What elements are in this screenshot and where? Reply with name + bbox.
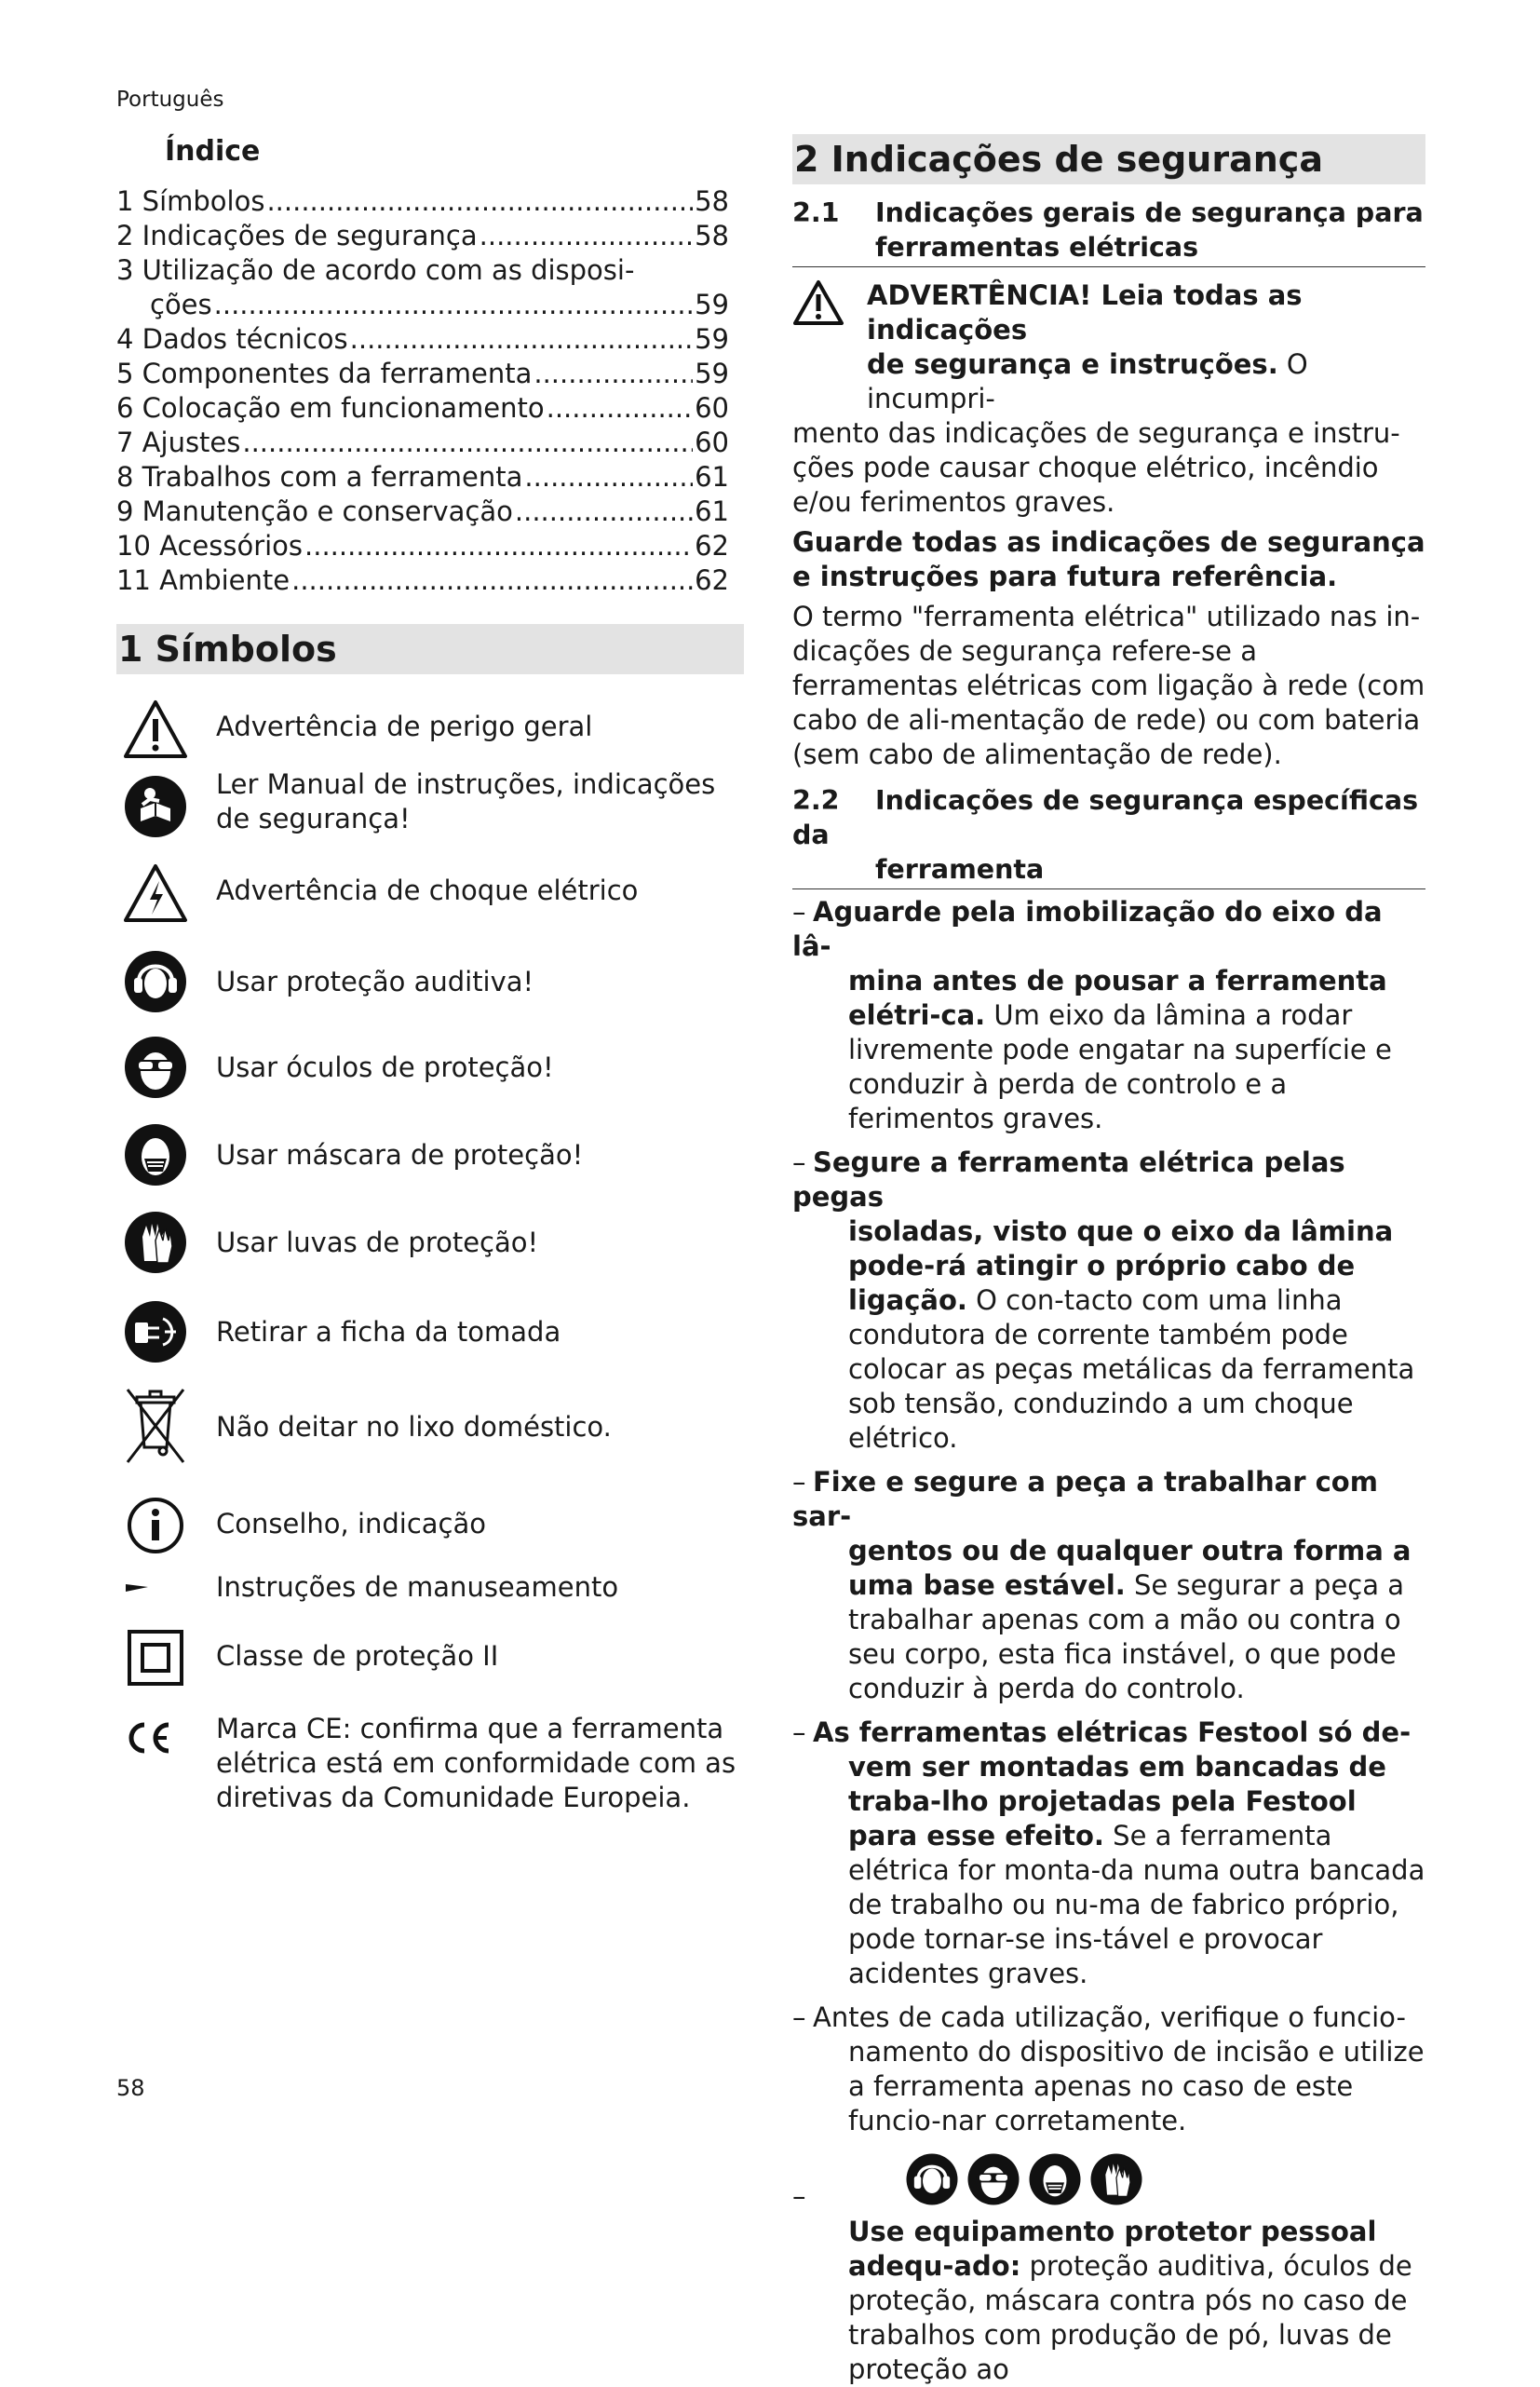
electric-shock-warning-icon (122, 861, 189, 928)
toc-title: Índice (165, 135, 261, 168)
toc-entry[interactable]: 1 Símbolos ..... 58 (116, 184, 729, 219)
toc-entry[interactable]: 6 Colocação em funcionamento ..... 60 (116, 391, 729, 426)
toc-entry[interactable]: 11 Ambiente ..... 62 (116, 563, 729, 598)
protection-class-2-icon (122, 1624, 189, 1691)
list-item: – Aguarde pela imobilização do eixo da lâ- mina antes de pousar a ferramenta elétri-ca. Um eixo da lâmina a rodar livremente pode engatar na superfície e conduzir à perda de controlo e a ferimentos graves. (792, 896, 1392, 1134)
safety-glasses-icon (966, 2151, 1021, 2207)
ear-protection-icon (904, 2151, 960, 2207)
list-item: – Use equipamento protetor pessoal adequ-ado: proteção auditiva, óculos de proteção, máscara contra pós no caso de trabalhos com produção de pó, luvas de proteção ao (792, 2148, 1425, 2387)
page-number: 58 (116, 2075, 145, 2101)
language-label: Português (116, 88, 224, 112)
toc-entry[interactable]: 8 Trabalhos com a ferramenta ..... 61 (116, 460, 729, 495)
symbols-list: Advertência de perigo geral Ler Manual de instruções, indicações de segurança! Advertência de choque elétrico Usar proteção auditiva! Usar óculos de proteção! Usar máscara de proteção! Usar luvas de proteção! Retirar a ficha da tomada Não deitar no lixo doméstico. Conselho, indicação Instruções de manuseamento Classe de proteção II Marca CE: confirma que a ferramenta elétrica está em conformidade com as diretivas da Comunidade Europeia. (116, 693, 745, 1829)
unplug-icon (122, 1298, 189, 1365)
list-item: – As ferramentas elétricas Festool só de- vem ser montadas em bancadas de traba-lho projetadas pela Festool para esse efeito. Se a ferramenta elétrica for monta-da numa outra bancada de trabalho ou nu-ma de fabrico próprio, pode tornar-se ins-tável e provocar acidentes graves. (792, 1716, 1425, 1989)
right-column (792, 134, 1425, 2387)
toc-entry[interactable]: 9 Manutenção e conservação ..... 61 (116, 495, 729, 529)
warning-block: ADVERTÊNCIA! Leia todas as indicações de segurança e instruções. O incumpri- mento das indicações de segurança e instru-ções pode causar choque elétrico, incêndio e/ou ferimentos graves. (792, 279, 1400, 518)
subsection-heading: 2.2 Indicações de segurança específicas da ferramenta (792, 785, 1419, 885)
ce-mark-icon (122, 1719, 189, 1756)
info-icon (122, 1492, 189, 1559)
general-warning-icon (792, 278, 844, 327)
list-item: – Fixe e segure a peça a trabalhar com sar- gentos ou de qualquer outra forma a uma base estável. Se segurar a peça a trabalhar apenas com a mão ou contra o seu corpo, esta fica instável, o que pode conduzir à perda do controlo. (792, 1466, 1412, 1704)
list-item: – Segure a ferramenta elétrica pelas pegas isoladas, visto que o eixo da lâmina pode-rá atingir o próprio cabo de ligação. O con-tacto com uma linha condutora de corrente também pode colocar as peças metálicas da ferramenta sob tensão, conduzindo a um choque elétrico. (792, 1146, 1415, 1454)
toc-entry[interactable]: 7 Ajustes ..... 60 (116, 426, 729, 460)
subsection-heading: 2.1 Indicações gerais de segurança para ferramentas elétricas (792, 197, 1424, 263)
divider (792, 888, 1425, 889)
list-item: – Antes de cada utilização, verifique o funcio- namento do dispositivo de incisão e utilize a ferramenta apenas no caso de este funcio-nar corretamente. (792, 2001, 1425, 2136)
ppe-icons (904, 2151, 1144, 2207)
crossed-bin-icon (122, 1386, 189, 1466)
safety-glasses-icon (122, 1034, 189, 1101)
gloves-icon (122, 1209, 189, 1276)
arrow-icon (122, 1570, 189, 1607)
dust-mask-icon (122, 1121, 189, 1188)
read-manual-icon (122, 773, 189, 840)
toc-entry[interactable]: 5 Componentes da ferramenta ..... 59 (116, 357, 729, 391)
toc-entry[interactable]: 4 Dados técnicos ..... 59 (116, 322, 729, 357)
left-column (116, 130, 745, 1829)
ear-protection-icon (122, 948, 189, 1015)
gloves-icon (1088, 2151, 1144, 2207)
divider (792, 266, 1425, 267)
toc-entry[interactable]: ções ..... 59 (116, 288, 729, 322)
toc-entry[interactable]: 3 Utilização de acordo com as disposi- (116, 254, 635, 286)
general-warning-icon (122, 697, 189, 764)
symbols-heading: 1 Símbolos (116, 624, 744, 674)
keep-instructions-note: Guarde todas as indicações de segurança e instruções para futura referência. (792, 526, 1425, 592)
toc-entry[interactable]: 2 Indicações de segurança ..... 58 (116, 219, 729, 253)
safety-heading: 2 Indicações de segurança (792, 134, 1425, 184)
toc-entry[interactable]: 10 Acessórios ..... 62 (116, 529, 729, 563)
dust-mask-icon (1027, 2151, 1083, 2207)
table-of-contents (116, 184, 745, 598)
term-definition: O termo "ferramenta elétrica" utilizado nas in-dicações de segurança refere-se a ferramentas elétricas com ligação à rede (com cabo de ali-mentação de rede) ou com bateria (sem cabo de alimentação de rede). (792, 601, 1425, 770)
